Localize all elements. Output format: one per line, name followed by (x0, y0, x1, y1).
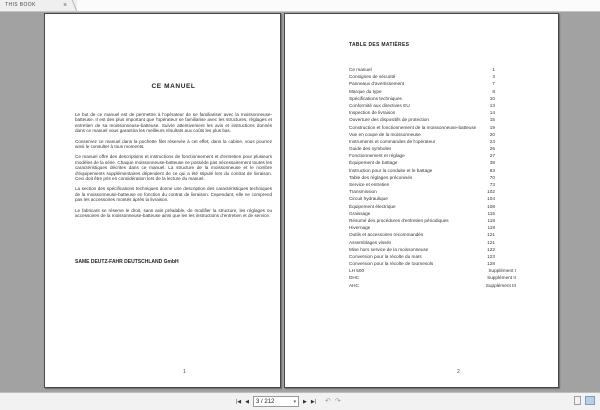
toc-entry-label: Ce manuel (349, 67, 372, 72)
toc-entry (349, 247, 495, 254)
first-page-icon[interactable]: |◀ (236, 398, 242, 405)
toc-entry-label: Service et entretien (349, 182, 390, 187)
toc-entry-page: 7 (492, 81, 495, 87)
toc-entry-label: Vue en coupe de la moissonneuse (349, 131, 421, 137)
toc-entry-page: 122 (487, 246, 495, 252)
toc-entry (349, 204, 495, 211)
toc-entry (349, 132, 495, 139)
toc-entry-label: Inspection de livraison (349, 110, 396, 116)
toc-entry-page: 115 (487, 210, 495, 216)
toc-entry-page: 3 (492, 74, 495, 80)
toc-entry (349, 275, 516, 282)
tab-title: THIS BOOK (5, 2, 36, 8)
toc-entry (349, 74, 495, 81)
toc-entry (349, 146, 495, 153)
toc-entry-page: 15 (489, 117, 495, 123)
toc-entry-label: Assemblages vissés (349, 239, 392, 245)
toc-entry-label: LH 500 (349, 268, 365, 274)
toc-entry-label: Instruction pour la conduite et le battage (349, 167, 433, 173)
toc-entry-label: Graissage (349, 210, 371, 216)
toc-entry-page: 128 (487, 261, 495, 267)
toc-entry-label: Équipement de battage (349, 160, 398, 166)
document-viewer[interactable] (0, 12, 600, 392)
toc-entry-label: Consignes de sécurité (349, 74, 396, 80)
toc-entry-page: Supplément III (485, 282, 516, 288)
toc-entry (349, 261, 495, 268)
manual-paragraphs (75, 112, 272, 219)
toc-entry-label: Spécifications techniques (349, 95, 402, 101)
toc-entry (349, 232, 495, 239)
toc-entry-page: 70 (489, 174, 495, 180)
toc-entry-label: Conversion pour la récolte du maïs (349, 253, 422, 259)
toc-entry-label: Table des réglages préconisés (349, 174, 413, 180)
toc-entry (349, 110, 495, 117)
page-number-value: 3 / 212 (256, 398, 275, 405)
close-icon[interactable]: × (63, 2, 68, 9)
toc-entry-page: 108 (487, 203, 495, 209)
toc-entry-label: Guide des symboles (349, 146, 392, 152)
toc-entry (349, 225, 495, 232)
toc-entry (349, 103, 495, 110)
manual-paragraph: Le fabricant se réserve le droit, sans avis préalable, de modifier la structure, les réglages ou accessoires de la moissonneuse-batteuse ainsi que les les instructions d'entretien et de service. (75, 207, 272, 219)
toc-entry-label: Panneaux d'avertissement (349, 81, 405, 87)
navigation-toolbar (0, 392, 600, 410)
toc-entry-page: 10 (489, 95, 495, 101)
toc-entry-page: 27 (489, 153, 495, 159)
toc-entry-page: 8 (492, 88, 495, 94)
toc-entry-page: Supplément II (487, 275, 516, 281)
toc-entry-label: Marque du type (349, 88, 382, 94)
toc-entry (349, 254, 495, 261)
toc-entry-page: 123 (487, 253, 495, 259)
manual-paragraph: Le but de ce manuel est de permettre à l'opérateur de se familiariser avec la moissonneuse-batteuse. Il est des plus important que l'opérateur se familiarise avec les structures, réglages et entretien de sa moissonneuse-batteuse. Suivre attentivement les avis et instructions donnés dans ce manuel vous garantira les meilleurs résultats aux coûts les plus bas. (75, 112, 272, 134)
previous-page-icon[interactable]: ◀ (245, 398, 250, 405)
toc-entry (349, 268, 516, 275)
toc-entry (349, 240, 495, 247)
document-page-left (44, 13, 281, 388)
page-number-right: 2 (457, 369, 460, 375)
toc-entry-label: Résumé des procédures d'entretien périodiques (349, 217, 449, 223)
toc-entry-page: 1 (492, 67, 495, 72)
toc-entry-page: Supplément I (488, 268, 516, 274)
toc-entry (349, 175, 495, 182)
previous-view-icon[interactable]: ↶ (325, 397, 331, 405)
manual-paragraph: La section des spécifications techniques donne une description des caractéristiques techniques de la moissonneuse-batteuse en fonction du contrat de livraison. Cependant, elle ne comprend pas les accessoires montés après la livraison. (75, 186, 272, 203)
toc-entry (349, 117, 495, 124)
toc-entry-label: Construction et fonctionnement de la moissonneuse-batteuse (349, 124, 477, 130)
toc-entry-page: 14 (489, 110, 495, 116)
toc-entry-page: 104 (487, 196, 495, 202)
manual-paragraph: Conservez ce manuel dans la pochette filet réservée à cet effet, dans la cabine, vous pourrez ainsi le consulter à tous moments. (75, 138, 272, 150)
page-nav-group (236, 393, 341, 410)
page-title: CE MANUEL (151, 83, 196, 90)
toc-entry-page: 23 (489, 138, 495, 144)
toc-entry (349, 196, 495, 203)
toc-entry-label: Hivernage (349, 225, 371, 231)
toc-entry-page: 73 (489, 182, 495, 187)
left-page-content (45, 83, 280, 265)
tab-bar (0, 0, 600, 12)
toc-entry-page: 119 (487, 225, 495, 231)
toc-entry-page: 102 (487, 189, 495, 195)
toc-entry-page: 121 (487, 232, 495, 238)
toc-entry-label: Outils et accessoires recommandés (349, 232, 424, 238)
page-number-input[interactable] (253, 396, 299, 407)
toc-section (349, 42, 516, 290)
toc-entry-page: 19 (489, 124, 495, 130)
single-page-view-icon[interactable] (574, 396, 581, 405)
toc-entry (349, 160, 495, 167)
toc-entry-label: Circuit hydraulique (349, 196, 388, 202)
toc-entry (349, 282, 516, 290)
view-history-group (325, 397, 341, 407)
toc-entry (349, 125, 495, 132)
toc-entry-page: 20 (489, 131, 495, 137)
toc-entry (349, 81, 495, 88)
toc-entry (349, 189, 495, 196)
next-page-icon[interactable]: ▶ (303, 398, 307, 405)
toc-entry (349, 139, 495, 146)
next-view-icon[interactable]: ↷ (334, 397, 341, 405)
toc-entry-label: Mise hors service de la moissonneuse (349, 246, 429, 252)
toc-entry (349, 89, 495, 96)
toc-entry-label: DHC (349, 275, 360, 281)
page-layout-group (574, 396, 595, 405)
company-name: SAME DEUTZ-FAHR DEUTSCHLAND GmbH (75, 258, 179, 265)
toc-entry (349, 168, 495, 175)
toc-entry-label: Instruments et commandes de l'opérateur (349, 138, 436, 144)
facing-pages-view-icon[interactable] (585, 396, 595, 405)
toc-entry-label: Ouverture des dispositifs de protection (349, 117, 429, 123)
toc-entry (349, 182, 495, 189)
toc-entry (349, 96, 495, 103)
document-page-right (284, 13, 559, 388)
toc-list (349, 67, 516, 290)
toc-entry-page: 38 (489, 160, 495, 166)
toc-title: TABLE DES MATIÈRES (349, 42, 410, 48)
toc-entry-page: 26 (489, 146, 495, 152)
toc-entry (349, 153, 495, 160)
page-number-left: 1 (183, 369, 186, 375)
tab-this-book[interactable] (0, 0, 77, 11)
toc-entry-label: Conformité aux directives EU (349, 102, 410, 108)
toc-entry (349, 218, 495, 225)
toc-entry-label: Équipement électrique (349, 203, 396, 209)
toc-entry-label: Transmission (349, 189, 377, 195)
chevron-down-icon[interactable]: ▾ (293, 398, 297, 405)
toc-entry-page: 121 (487, 239, 495, 245)
toc-entry-page: 118 (487, 217, 495, 223)
toc-entry-label: Conversion pour la récolte de tournesols (349, 261, 434, 267)
last-page-icon[interactable]: ▶| (310, 398, 317, 405)
toc-entry-page: 13 (489, 102, 495, 108)
toc-entry-label: Fonctionnement et réglage (349, 153, 405, 159)
toc-entry (349, 211, 495, 218)
toc-entry-label: AHC (349, 282, 359, 288)
toc-entry (349, 67, 495, 74)
toc-entry-page: 63 (489, 167, 495, 173)
manual-paragraph: Ce manuel offre des descriptions et instructions de fonctionnement et d'entretien pour plusieurs modèles de la série. Chaque moissonneuse-batteuse ne possède pas nécessairement toutes les caractéristiques décrites dans ce manuel. La structure de la moissonneuse et le nombre d'équipements supplémentaires dépendent de ce qui a été stipulé lors du contrat de livraison. Ceci doit être pris en considération lors de la lecture du manuel. (75, 154, 272, 182)
